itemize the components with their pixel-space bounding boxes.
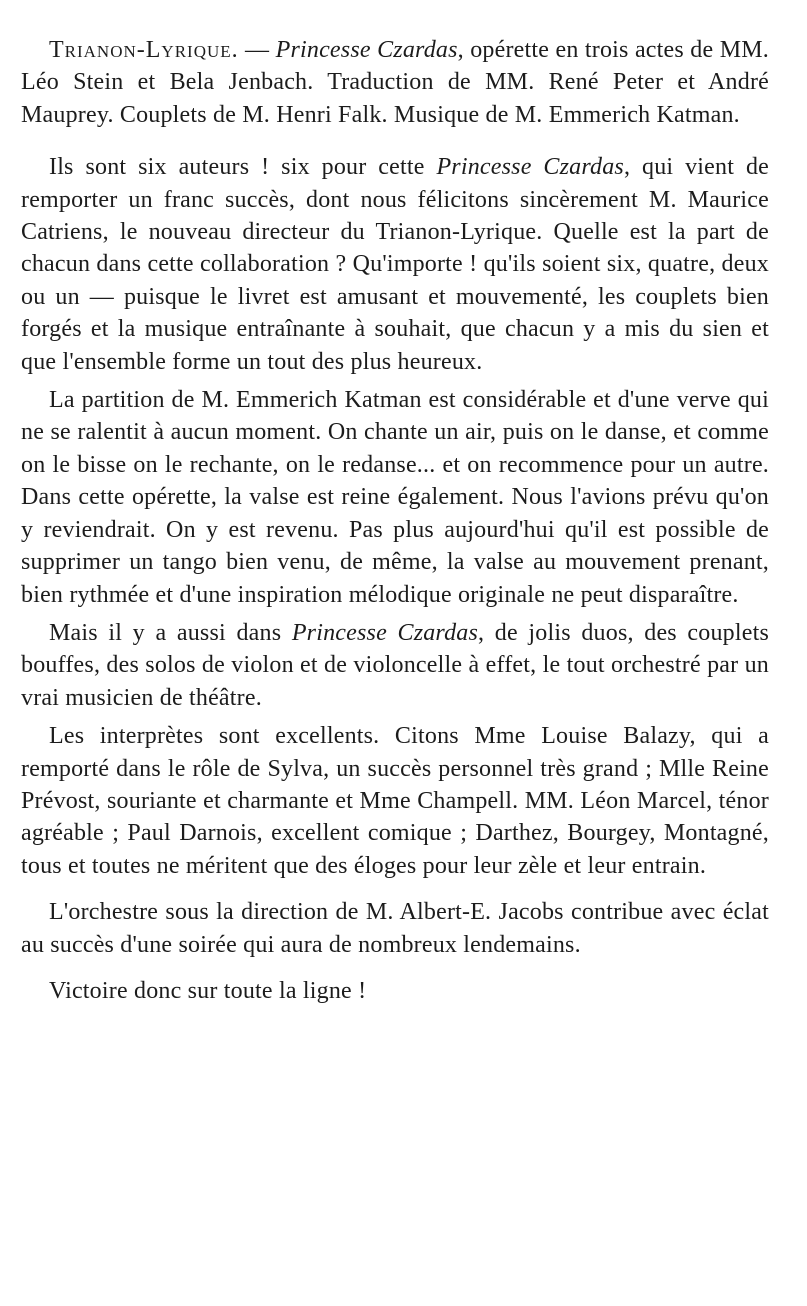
heading-credits: , opérette en trois actes de MM. Léo Stein et Bela Jenbach. Traduction de MM. René Peter et André Mauprey. Couplets de M. Henri Falk. Musique de M. Emmerich Katman. [21, 37, 770, 128]
paragraph-1-end: , qui vient de remporter un franc succès, dont nous félicitons sincèrement M. Maurice Catriens, le nouveau directeur du Trianon-Lyrique. Quelle est la part de chacun dans cette collaboration ? Qu'importe ! qu'ils soient six, quatre, deux ou un — puisque le livret est amusant et mouvementé, les couplets bien forgés et la musique entraînante à souhait, que chacun y a mis du sien et que l'ensemble forme un tout des plus heureux. [21, 154, 770, 375]
paragraph-3-end: , de jolis duos, des couplets bouffes, des solos de violon et de violoncelle à effet, le tout orchestré par un vrai musicien de théâtre. [21, 619, 769, 711]
venue-name: Trianon-Lyrique. [49, 37, 239, 63]
paragraph-3-start: Mais il y a aussi dans [49, 619, 292, 646]
paragraph-1 [21, 151, 769, 378]
paragraph-1-start: Ils sont six auteurs ! six pour cette [49, 154, 437, 181]
paragraph-5: L'orchestre sous la direction de M. Albert-E. Jacobs contribue avec éclat au succès d'une soirée qui aura de nombreux lendemains. [21, 899, 769, 958]
work-title: Princesse Czardas [275, 37, 458, 63]
article [21, 34, 769, 1007]
heading-dash: — [238, 37, 276, 63]
paragraph-3 [21, 617, 769, 714]
paragraph-2: La partition de M. Emmerich Katman est considérable et d'une verve qui ne se ralentit à aucun moment. On chante un air, puis on le danse, et comme on le bisse on le rechante, on le redanse... et on recommence pour un autre. Dans cette opérette, la valse est reine également. Nous l'avions prévu qu'on y reviendrait. On y est revenu. Pas plus aujourd'hui qu'il est possible de supprimer un tango bien venu, de même, la valse au mouvement prenant, bien rythmée et d'une inspiration mélodique originale ne peut disparaître. [21, 387, 769, 608]
article-heading [21, 34, 769, 131]
paragraph-1-title: Princesse Czardas [436, 154, 624, 181]
paragraph-6: Victoire donc sur toute la ligne ! [49, 977, 367, 1004]
paragraph-4: Les interprètes sont excellents. Citons Mme Louise Balazy, qui a remporté dans le rôle de Sylva, un succès personnel très grand ; Mlle Reine Prévost, souriante et charmante et Mme Champell. MM. Léon Marcel, ténor agréable ; Paul Darnois, excellent comique ; Darthez, Bourgey, Montagné, tous et toutes ne méritent que des éloges pour leur zèle et leur entrain. [21, 723, 769, 879]
paragraph-3-title: Princesse Czardas [291, 619, 479, 646]
